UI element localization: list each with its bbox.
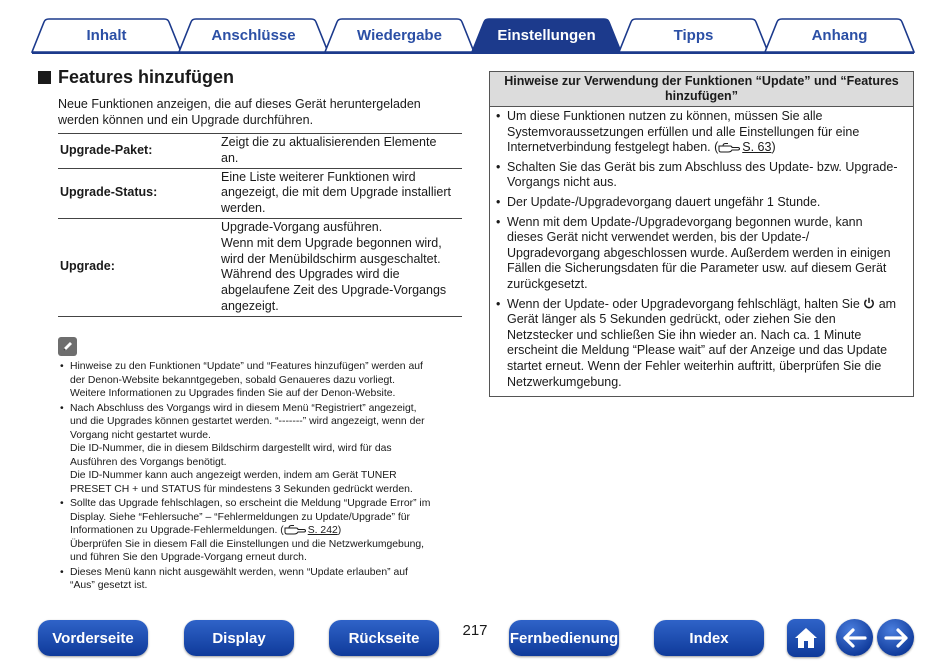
- parameter-description: Upgrade-Vorgang ausführen. Wenn mit dem Upgrade begonnen wird, wird der Menübildschirm ausgeschaltet. Während des Upgrades wird die abgelaufene Zeit des Upgrade-Vorgangs angezeigt.: [220, 218, 462, 316]
- table-row: [58, 218, 462, 316]
- parameter-name: Upgrade-Status:: [58, 168, 220, 218]
- hint-item: • Um diese Funktionen nutzen zu können, müssen Sie alle Systemvoraussetzungen erfüllen und alle Einstellungen für eine Internetverbindung festgelegt haben. ( S. 63): [494, 109, 909, 156]
- tab-tipps[interactable]: [619, 19, 768, 52]
- parameter-description: Zeigt die zu aktualisierenden Elemente an.: [220, 134, 462, 169]
- reference-hand-icon: [718, 142, 740, 153]
- parameter-description: Eine Liste weiterer Funktionen wird angezeigt, die mit dem Upgrade installiert werden.: [220, 168, 462, 218]
- page-number: 217: [462, 622, 488, 639]
- parameter-name: Upgrade:: [58, 218, 220, 316]
- reference-hand-icon: [284, 524, 306, 535]
- power-icon: [863, 297, 875, 309]
- section-header: [38, 67, 234, 88]
- table-row: [58, 168, 462, 218]
- tab-label: Inhalt: [86, 27, 127, 44]
- tab-anschl-sse[interactable]: [179, 19, 328, 52]
- page-reference-link[interactable]: S. 242: [307, 525, 338, 536]
- tab-label: Anhang: [811, 27, 868, 44]
- tab-inhalt[interactable]: [32, 19, 181, 52]
- hint-list: [490, 107, 913, 390]
- back-button[interactable]: [836, 619, 873, 656]
- hint-box: [489, 71, 914, 397]
- tab-label: Wiedergabe: [357, 27, 442, 44]
- intro-text: Neue Funktionen anzeigen, die auf dieses Gerät heruntergeladen werden können und ein Upgrade durchführen.: [58, 97, 421, 127]
- tab-label: Anschlüsse: [211, 27, 296, 44]
- hint-box-title: Hinweise zur Verwendung der Funktionen “Update” und “Features hinzufügen”: [490, 72, 913, 107]
- section-square-icon: [38, 71, 51, 84]
- top-tab-bar: [32, 17, 914, 54]
- nav-button-rueckseite[interactable]: Rückseite: [329, 620, 439, 656]
- home-button[interactable]: [787, 619, 825, 657]
- tab-wiedergabe[interactable]: [325, 19, 474, 52]
- note-item: • Dieses Menü kann nicht ausgewählt werden, wenn “Update erlauben” auf “Aus” gesetzt ist.: [60, 566, 464, 593]
- home-icon: [793, 626, 819, 650]
- page-title: Features hinzufügen: [58, 67, 235, 87]
- nav-button-index[interactable]: Index: [654, 620, 764, 656]
- parameter-name: Upgrade-Paket:: [58, 134, 220, 169]
- nav-button-display[interactable]: Display: [184, 620, 294, 656]
- page-reference-link[interactable]: S. 63: [742, 140, 772, 155]
- pencil-note-icon: [58, 337, 77, 356]
- tab-label: Tipps: [673, 27, 714, 44]
- note-item: • Nach Abschluss des Vorgangs wird in diesem Menü “Registriert” angezeigt, und die Upgrades können gestartet werden. “-------” wird angezeigt, wenn der Vorgang nicht gestartet wurde. Die ID-Nummer, die in diesem Bildschirm dargestellt wird, wird für das Ausführen des Vorgangs benötigt. Die ID-Nummer kann auch angezeigt werden, indem am Gerät TUNER PRESET CH + und STATUS für mindestens 3 Sekunden gedrückt werden.: [60, 402, 464, 497]
- note-item: • Hinweise zu den Funktionen “Update” und “Features hinzufügen” werden auf der Denon-Website bekanntgegeben, sobald Genaueres dazu vorliegt. Weitere Informationen zu Upgrades finden Sie auf der Denon-Website.: [60, 360, 464, 401]
- tab-einstellungen[interactable]: [472, 19, 621, 52]
- table-row: [58, 134, 462, 169]
- hint-item: • Wenn der Update- oder Upgradevorgang fehlschlägt, halten Sie am Gerät länger als 5 Sekunden gedrückt, oder ziehen Sie den Netzstecker und schließen Sie ihn wieder an. Nach ca. 1 Minute erscheint die Meldung “Please wait” auf der Anzeige und das Update startet erneut. Wenn der Fehler weiterhin auftritt, überprüfen Sie die Netzwerkumgebung.: [494, 297, 909, 391]
- nav-button-vorderseite[interactable]: Vorderseite: [38, 620, 148, 656]
- arrow-left-icon: [843, 628, 867, 648]
- tab-anhang[interactable]: [765, 19, 914, 52]
- note-item: • Sollte das Upgrade fehlschlagen, so erscheint die Meldung “Upgrade Error” im Display. Siehe “Fehlersuche” – “Fehlermeldungen zu Update/Upgrade” für Informationen zu Upgrade-Fehlermeldungen. ( S. 242) Überprüfen Sie in diesem Fall die Einstellungen und die Netzwerkumgebung, und führen Sie den Upgrade-Vorgang erneut durch.: [60, 497, 464, 565]
- notes-list: [60, 360, 464, 594]
- hint-item: • Wenn mit dem Update-/Upgradevorgang begonnen wurde, kann dieses Gerät nicht verwendet werden, bis der Update-/ Upgradevorgang abgeschlossen wurde. Außerdem werden in einigen Fällen die Sicherungsdaten für die Parameter usw. auf diesem Gerät zurückgesetzt.: [494, 215, 909, 293]
- hint-item: • Der Update-/Upgradevorgang dauert ungefähr 1 Stunde.: [494, 195, 909, 211]
- tab-label: Einstellungen: [497, 27, 596, 44]
- parameter-table: [58, 133, 462, 317]
- arrow-right-icon: [884, 628, 908, 648]
- forward-button[interactable]: [877, 619, 914, 656]
- nav-button-fernbedienung[interactable]: Fernbedienung: [509, 620, 619, 656]
- hint-item: • Schalten Sie das Gerät bis zum Abschluss des Update- bzw. Upgrade- Vorgangs nicht aus.: [494, 160, 909, 191]
